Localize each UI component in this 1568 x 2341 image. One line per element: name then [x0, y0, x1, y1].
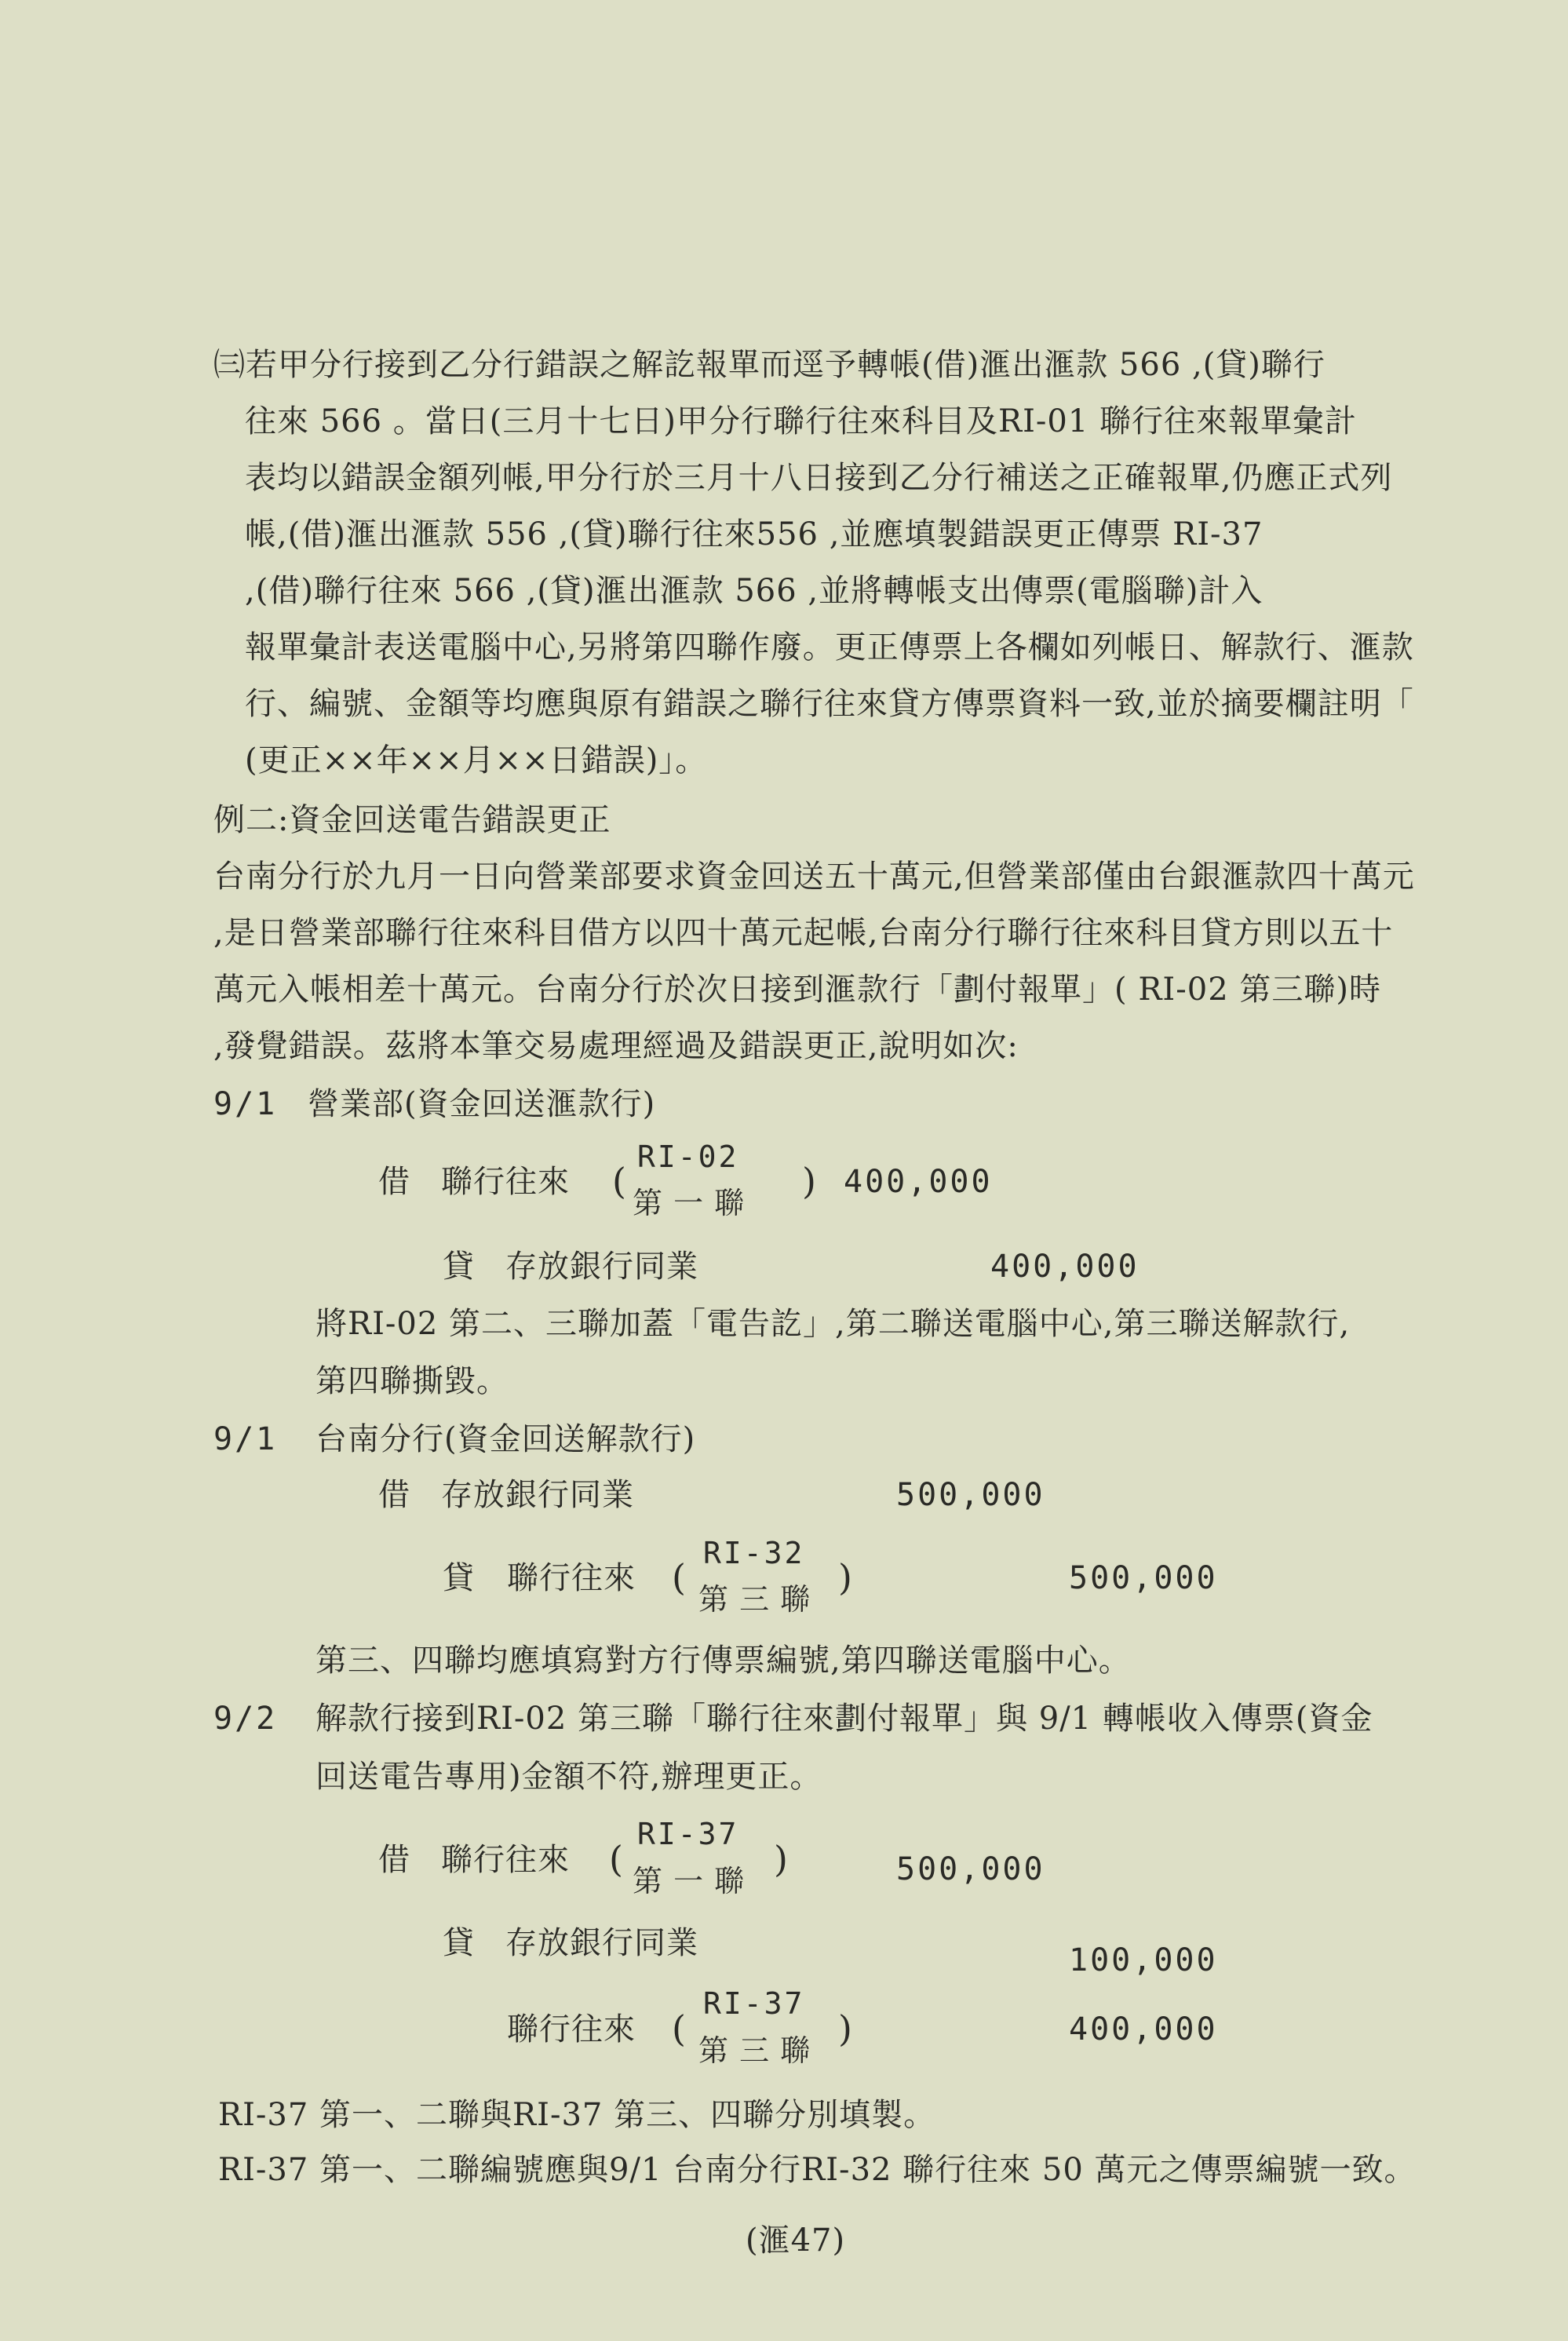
- example2-line3: 萬元入帳相差十萬元。台南分行於次日接到滙款行「劃付報單」( RI-02 第三聯)時: [213, 972, 1381, 1008]
- entry3-credit-account2: 聯行往來: [507, 2011, 636, 2047]
- entry3-credit-account1: 存放銀行同業: [505, 1925, 698, 1961]
- entry1-title: 營業部(資金回送滙款行): [308, 1086, 656, 1122]
- entry3-paren-close: ): [774, 1838, 789, 1880]
- entry3-paren-open2: (: [672, 2007, 687, 2050]
- entry2-debit-label: 借: [378, 1477, 410, 1513]
- entry1-paren-close: ): [802, 1160, 817, 1202]
- entry3-paren-close2: ): [838, 2007, 853, 2050]
- entry1-debit-account: 聯行往來: [441, 1164, 570, 1200]
- example2-line2: ,是日營業部聯行往來科目借方以四十萬元起帳,台南分行聯行往來科目貸方則以五十: [213, 915, 1394, 951]
- entry1-date: 9/1: [213, 1086, 278, 1122]
- para3-line4: 帳,(借)滙出滙款 556 ,(貸)聯行往來556 ,並應填製錯誤更正傳票 RI-37: [245, 516, 1264, 552]
- entry1-debit-ref-bottom: 第 一 聯: [633, 1186, 746, 1220]
- entry1-credit-label: 貸: [443, 1249, 475, 1285]
- para3-line1: ㈢若甲分行接到乙分行錯誤之解訖報單而逕予轉帳(借)滙出滙款 566 ,(貸)聯行: [213, 347, 1326, 383]
- entry3-credit-amount1: 100,000: [1069, 1942, 1218, 1978]
- page-number: (滙47): [746, 2222, 846, 2259]
- entry3-line1: 解款行接到RI-02 第三聯「聯行往來劃付報單」與 9/1 轉帳收入傳票(資金: [315, 1701, 1373, 1737]
- entry3-line2: 回送電告專用)金額不符,辦理更正。: [315, 1759, 822, 1795]
- entry3-credit-amount2: 400,000: [1069, 2011, 1218, 2047]
- closing-line2: RI-37 第一、二聯編號應與9/1 台南分行RI-32 聯行往來 50 萬元之傳票編號一致。: [218, 2152, 1417, 2188]
- entry3-credit-ref-top: RI-37: [703, 1986, 805, 2021]
- entry2-credit-ref-bottom: 第 三 聯: [698, 1582, 811, 1617]
- entry1-paren-open: (: [612, 1160, 627, 1202]
- para3-line7: 行、編號、金額等均應與原有錯誤之聯行往來貸方傳票資料一致,並於摘要欄註明「: [245, 686, 1414, 722]
- entry2-debit-account: 存放銀行同業: [441, 1477, 634, 1513]
- entry2-paren-close: ): [838, 1556, 853, 1599]
- para3-line3: 表均以錯誤金額列帳,甲分行於三月十八日接到乙分行補送之正確報單,仍應正式列: [245, 460, 1393, 496]
- entry2-date: 9/1: [213, 1421, 278, 1457]
- entry2-note: 第三、四聯均應填寫對方行傳票編號,第四聯送電腦中心。: [315, 1643, 1131, 1679]
- entry3-credit-label: 貸: [443, 1925, 475, 1961]
- entry1-note2: 第四聯撕毀。: [315, 1363, 509, 1399]
- example2-line1: 台南分行於九月一日向營業部要求資金回送五十萬元,但營業部僅由台銀滙款四十萬元: [213, 859, 1415, 895]
- entry2-debit-amount: 500,000: [896, 1477, 1045, 1513]
- entry2-paren-open: (: [672, 1556, 687, 1599]
- example2-heading: 例二:資金回送電告錯誤更正: [213, 802, 611, 838]
- entry3-credit-ref-bottom: 第 三 聯: [698, 2033, 811, 2068]
- entry3-debit-amount: 500,000: [896, 1851, 1045, 1887]
- para3-line2: 往來 566 。當日(三月十七日)甲分行聯行往來科目及RI-01 聯行往來報單彙計: [245, 403, 1358, 439]
- para3-line5: ,(借)聯行往來 566 ,(貸)滙出滙款 566 ,並將轉帳支出傳票(電腦聯)計入: [245, 573, 1264, 609]
- closing-line1: RI-37 第一、二聯與RI-37 第三、四聯分別填製。: [218, 2097, 936, 2133]
- entry2-credit-account: 聯行往來: [507, 1560, 636, 1596]
- entry1-debit-amount: 400,000: [844, 1164, 993, 1200]
- entry3-debit-ref-top: RI-37: [637, 1817, 739, 1851]
- entry1-debit-label: 借: [378, 1164, 410, 1200]
- entry2-credit-amount: 500,000: [1069, 1560, 1218, 1596]
- entry3-date: 9/2: [213, 1701, 278, 1737]
- entry3-paren-open: (: [609, 1838, 624, 1880]
- entry2-title: 台南分行(資金回送解款行): [315, 1421, 696, 1457]
- entry2-credit-ref-top: RI-32: [703, 1536, 805, 1570]
- para3-line6: 報單彙計表送電腦中心,另將第四聯作廢。更正傳票上各欄如列帳日、解款行、滙款: [245, 629, 1414, 665]
- entry3-debit-account: 聯行往來: [441, 1842, 570, 1878]
- entry1-note1: 將RI-02 第二、三聯加蓋「電告訖」,第二聯送電腦中心,第三聯送解款行,: [315, 1306, 1351, 1342]
- entry3-debit-ref-bottom: 第 一 聯: [633, 1864, 746, 1898]
- entry3-debit-label: 借: [378, 1842, 410, 1878]
- entry2-credit-label: 貸: [443, 1560, 475, 1596]
- example2-line4: ,發覺錯誤。茲將本筆交易處理經過及錯誤更正,說明如次:: [213, 1028, 1019, 1064]
- entry1-credit-amount: 400,000: [990, 1249, 1140, 1285]
- para3-line8: (更正××年××月××日錯誤)」。: [245, 742, 708, 779]
- entry1-debit-ref-top: RI-02: [637, 1140, 739, 1174]
- entry1-credit-account: 存放銀行同業: [505, 1249, 698, 1285]
